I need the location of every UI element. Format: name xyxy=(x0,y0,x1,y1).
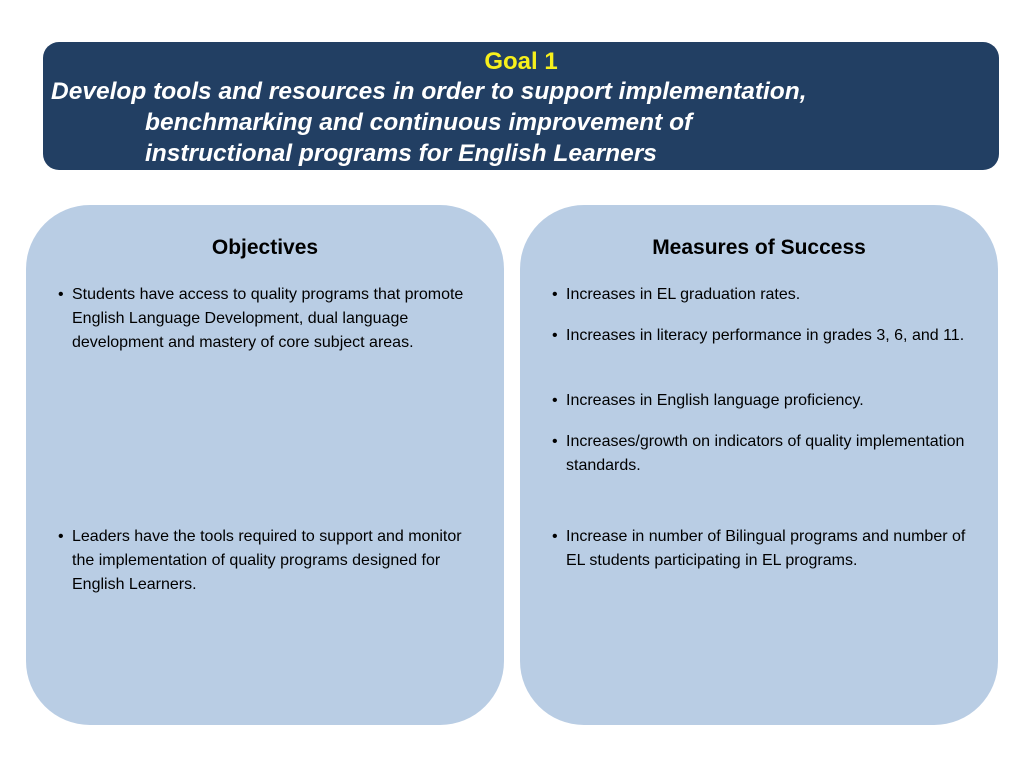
measure-item xyxy=(552,525,972,573)
bullet-icon: • xyxy=(552,286,558,303)
bullet-icon: • xyxy=(552,327,558,344)
goal-description-line-2: benchmarking and continuous improvement of xyxy=(145,109,693,136)
bullet-icon: • xyxy=(58,286,64,303)
measure-item-text: Increase in number of Bilingual programs and number of EL students participating in EL programs. xyxy=(566,528,966,569)
objective-item-text: Students have access to quality programs that promote English Language Development, dual language development and mastery of core subject areas. xyxy=(72,286,464,351)
bullet-icon: • xyxy=(552,392,558,409)
objective-item-text: Leaders have the tools required to support and monitor the implementation of quality programs designed for English Learners. xyxy=(72,528,462,593)
bullet-icon: • xyxy=(58,528,64,545)
measures-heading: Measures of Success xyxy=(652,236,866,259)
measure-item-text: Increases in EL graduation rates. xyxy=(566,286,801,303)
measure-item xyxy=(552,283,972,307)
bullet-icon: • xyxy=(552,433,558,450)
measures-panel xyxy=(520,205,998,725)
measure-item xyxy=(552,430,972,478)
objective-item xyxy=(58,283,478,355)
objectives-panel xyxy=(26,205,504,725)
goal-description-line-3: instructional programs for English Learners xyxy=(145,140,657,167)
measure-item-text: Increases/growth on indicators of quality implementation standards. xyxy=(566,433,965,474)
goal-title: Goal 1 xyxy=(484,48,558,75)
objective-item xyxy=(58,525,478,597)
bullet-icon: • xyxy=(552,528,558,545)
goal-banner xyxy=(43,42,999,170)
measure-item xyxy=(552,324,972,348)
measure-item xyxy=(552,389,972,413)
measure-item-text: Increases in literacy performance in grades 3, 6, and 11. xyxy=(566,327,965,344)
objectives-heading: Objectives xyxy=(211,236,319,259)
goal-description-line-1: Develop tools and resources in order to support implementation, xyxy=(51,78,807,105)
measure-item-text: Increases in English language proficiency. xyxy=(566,392,864,409)
